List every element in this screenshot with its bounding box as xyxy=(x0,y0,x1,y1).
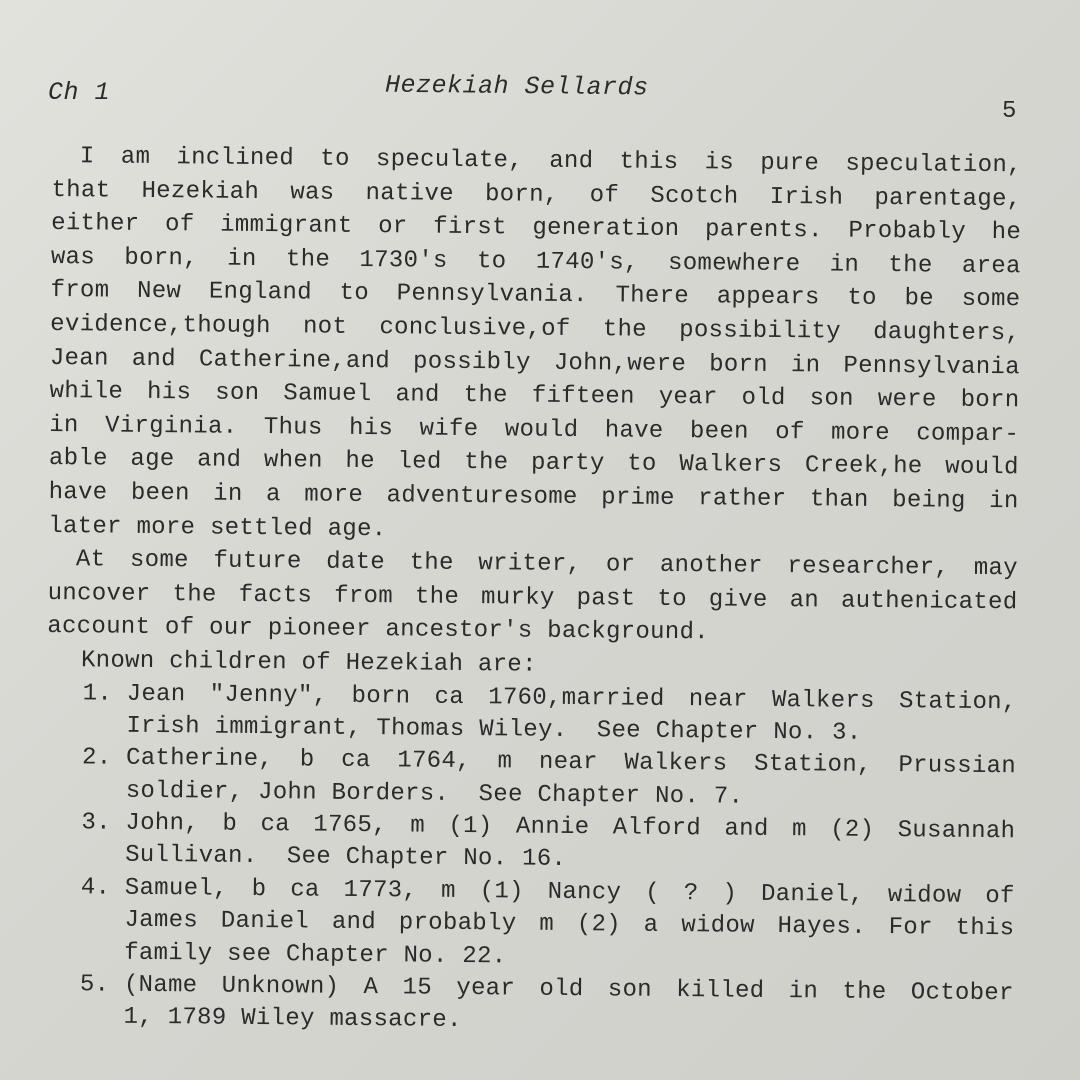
text-line: have been in a more adventuresome prime rather than being in xyxy=(48,478,1019,516)
list-item-text: Jean "Jenny", born ca 1760,married near Walkers Station, xyxy=(126,680,1017,716)
list-item-text: soldier, John Borders. See Chapter No. 7. xyxy=(125,777,744,811)
body-text xyxy=(43,140,1022,1043)
text-line: later more settled age. xyxy=(48,512,387,543)
list-item-text: family see Chapter No. 22. xyxy=(124,939,507,971)
list-item xyxy=(46,742,1017,816)
text-line: At some future date the writer, or another researcher, may xyxy=(75,546,1018,583)
list-item xyxy=(44,872,1015,978)
list-item-text: Samuel, b ca 1773, m (1) Nancy ( ? ) Daniel, widow of xyxy=(124,874,1015,911)
list-item-text: Catherine, b ca 1764, m near Walkers Station, Prussian xyxy=(125,745,1017,781)
list-item xyxy=(43,969,1014,1043)
text-line: while his son Samuel and the fifteen year old son were born xyxy=(49,378,1020,415)
paragraph-future-research xyxy=(47,543,1018,653)
running-title: Hezekiah Sellards xyxy=(384,70,649,103)
text-line: was born, in the 1730's to 1740's, somewhere in the area xyxy=(50,243,1021,281)
text-line: able age and when he led the party to Walkers Creek,he would xyxy=(48,445,1019,482)
list-item-number: 1. xyxy=(82,679,113,708)
text-line: that Hezekiah was native born, of Scotch Irish parentage, xyxy=(51,176,1022,213)
list-item-number: 2. xyxy=(81,744,112,772)
page-number: 5 xyxy=(1002,98,1017,125)
text-line: uncover the facts from the murky past to give an authenicated xyxy=(47,579,1018,617)
list-item-text: 1, 1789 Wiley massacre. xyxy=(123,1004,462,1035)
list-intro: Known children of Hezekiah are: xyxy=(80,647,537,679)
text-line: Jean and Catherine,and possibly John,were born in Pennsylvania xyxy=(49,344,1020,381)
list-item-number: 4. xyxy=(80,874,111,902)
text-line: either of immigrant or first generation parents. Probably he xyxy=(51,210,1022,247)
text-line: evidence,though not conclusive,of the possibility daughters, xyxy=(50,310,1021,348)
chapter-label: Ch 1 xyxy=(48,78,111,107)
list-item xyxy=(45,807,1016,881)
list-item-text: Sullivan. See Chapter No. 16. xyxy=(125,842,567,874)
list-item-text: Irish immigrant, Thomas Wiley. See Chapter No. 3. xyxy=(126,712,862,747)
children-list xyxy=(43,677,1016,1043)
list-item-number: 5. xyxy=(79,971,110,999)
list-item-number: 3. xyxy=(81,809,111,837)
text-line: from New England to Pennsylvania. There appears to be some xyxy=(50,277,1021,314)
list-item xyxy=(46,677,1017,751)
text-line: in Virginia. Thus his wife would have been of more compar- xyxy=(49,411,1020,449)
paragraph-speculation xyxy=(48,140,1022,552)
list-item-text: (Name Unknown) A 15 year old son killed in the October xyxy=(123,971,1014,1008)
text-line: account of our pioneer ancestor's background. xyxy=(47,613,710,647)
list-item-text: James Daniel and probably m (2) a widow Hayes. For this xyxy=(124,906,1015,943)
list-item-text: John, b ca 1765, m (1) Annie Alford and m (2) Susannah xyxy=(125,809,1016,846)
text-line: I am inclined to speculate, and this is pure speculation, xyxy=(79,143,1022,180)
